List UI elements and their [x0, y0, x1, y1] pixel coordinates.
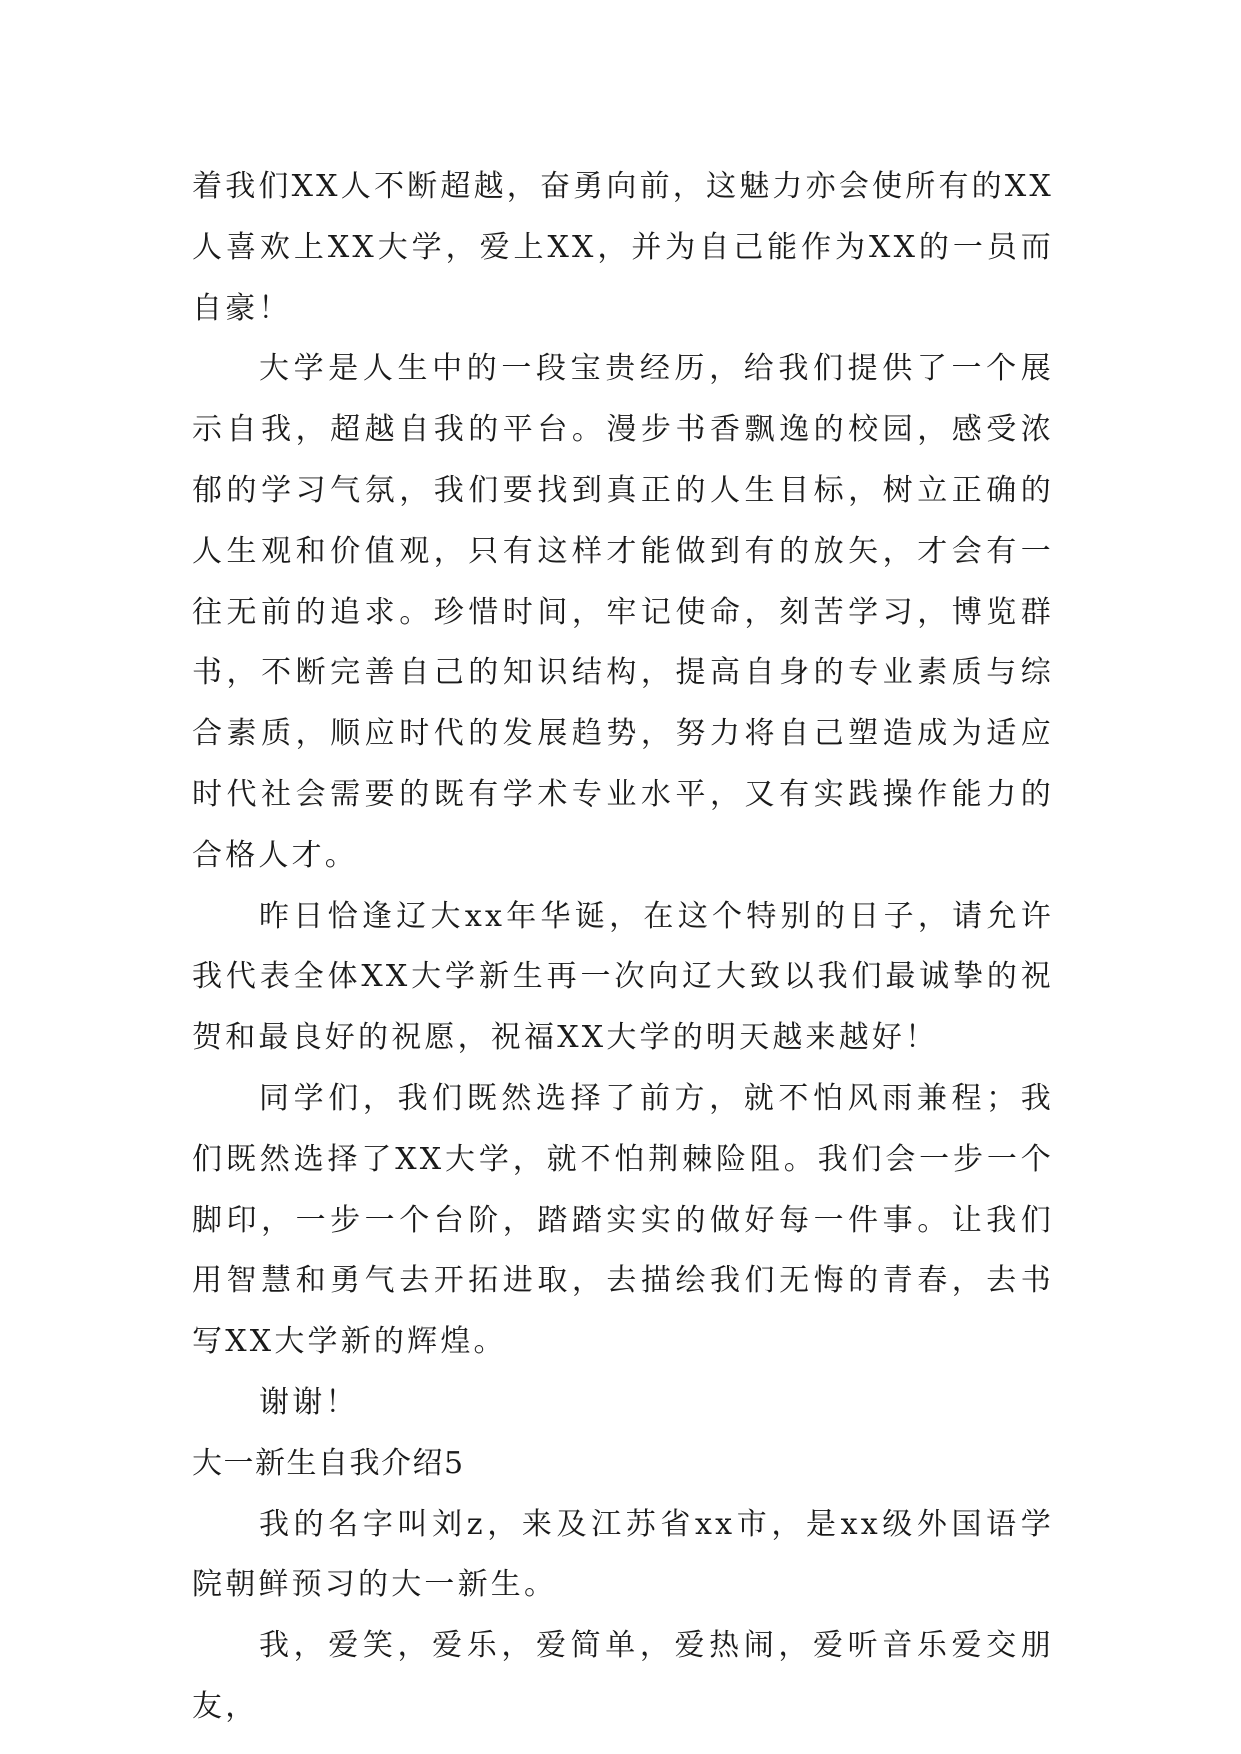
paragraph-7: 我，爱笑，爱乐，爱简单，爱热闹，爱听音乐爱交朋友， [192, 1628, 1054, 1724]
paragraph-2: 大学是人生中的一段宝贵经历，给我们提供了一个展示自我，超越自我的平台。漫步书香飘逸的校园，感受浓郁的学习气氛，我们要找到真正的人生目标，树立正确的人生观和价值观，只有这样才能做到有的放矢，才会有一往无前的追求。珍惜时间，牢记使命，刻苦学习，博览群书，不断完善自己的知识结构，提高自身的专业素质与综合素质，顺应时代的发展趋势，努力将自己塑造成为适应时代社会需要的既有学术专业水平，又有实践操作能力的合格人才。 [192, 351, 1054, 873]
paragraph-5: 谢谢！ [259, 1384, 359, 1420]
paragraph-3: 昨日恰逢辽大xx年华诞，在这个特别的日子，请允许我代表全体XX大学新生再一次向辽大致以我们最诚挚的祝贺和最良好的祝愿，祝福XX大学的明天越来越好！ [192, 898, 1054, 1056]
section-heading: 大一新生自我介绍5 [192, 1445, 465, 1481]
document-body [192, 157, 1054, 1738]
paragraph-6: 我的名字叫刘z，来及江苏省xx市，是xx级外国语学院朝鲜预习的大一新生。 [192, 1506, 1054, 1603]
paragraph-1: 着我们XX人不断超越，奋勇向前，这魅力亦会使所有的XX人喜欢上XX大学，爱上XX，并为自己能作为XX的一员而自豪！ [192, 169, 1054, 326]
paragraph-4: 同学们，我们既然选择了前方，就不怕风雨兼程；我们既然选择了XX大学，就不怕荆棘险阻。我们会一步一个脚印，一步一个台阶，踏踏实实的做好每一件事。让我们用智慧和勇气去开拓进取，去描绘我们无悔的青春，去书写XX大学新的辉煌。 [192, 1080, 1054, 1360]
